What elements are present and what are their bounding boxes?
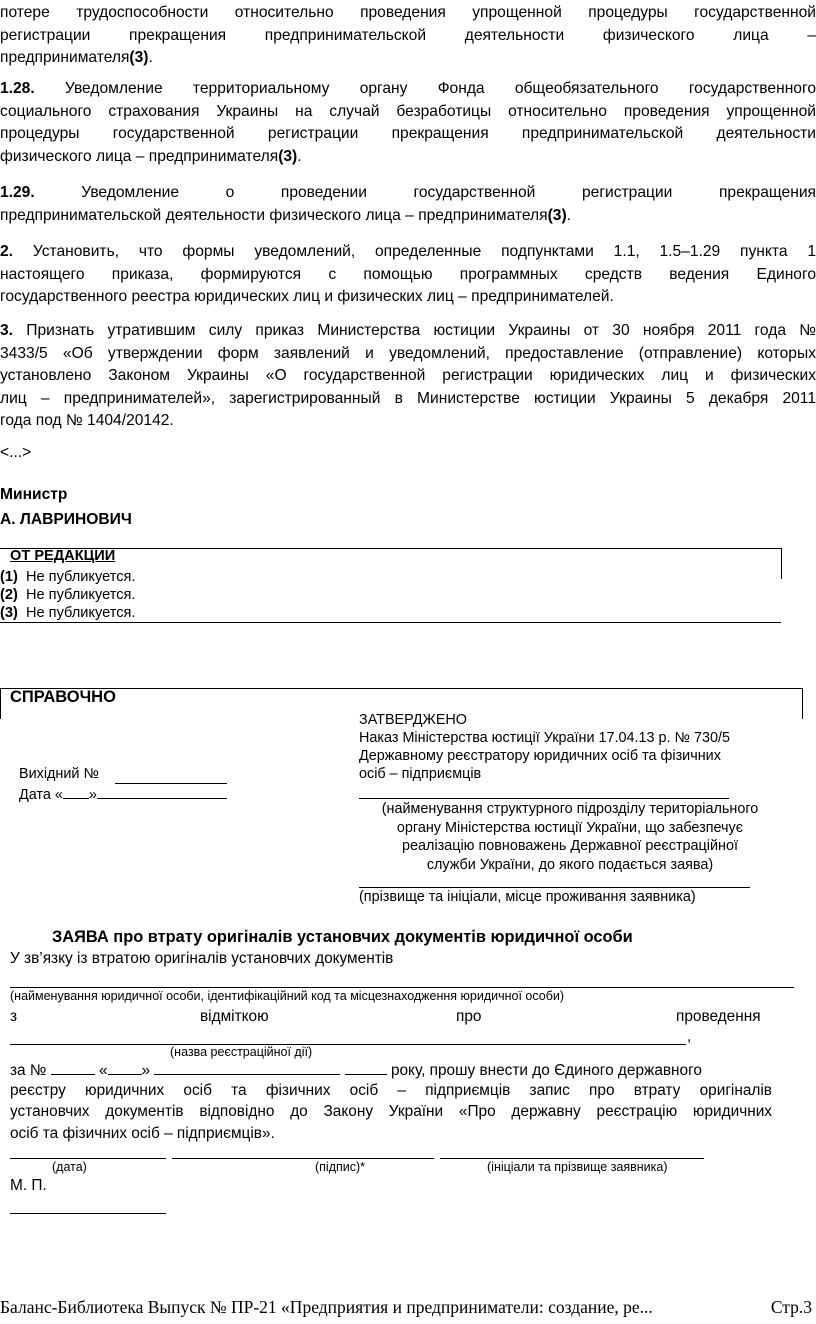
editorial-note xyxy=(0,605,135,621)
text-fragment: . xyxy=(148,49,153,67)
addressee: Державному реєстратору юридичних осіб та фізичних xyxy=(359,748,721,764)
divider xyxy=(0,622,781,623)
mark-word: про xyxy=(456,1008,482,1025)
day-field[interactable] xyxy=(63,785,89,799)
signature-field[interactable] xyxy=(172,1158,434,1159)
caption-line: реалізацію повноважень Державної реєстраційної xyxy=(402,838,738,855)
text-fragment: Уведомление территориальному органу Фонда общеобязательного государственного xyxy=(64,80,816,97)
year-field[interactable] xyxy=(345,1060,387,1075)
item-number: 2. xyxy=(0,243,14,260)
name-caption: (ініціали та прізвище заявника) xyxy=(487,1160,668,1174)
paragraph-1-28 xyxy=(0,78,816,168)
addressee: осіб – підприємців xyxy=(359,766,482,782)
note-number: (2) xyxy=(0,587,18,603)
number-field[interactable] xyxy=(51,1060,95,1075)
applicant-field[interactable] xyxy=(359,887,750,888)
caption-line: служби України, до якого подається заява) xyxy=(426,856,714,873)
text-fragment: » xyxy=(141,1062,151,1079)
text-fragment: року, прошу внести до Єдиного державного xyxy=(390,1062,702,1079)
mark-word: проведення xyxy=(676,1008,761,1025)
footnote-ref: (3) xyxy=(278,147,298,165)
name-field[interactable] xyxy=(440,1158,704,1159)
paragraph-3 xyxy=(0,320,816,433)
text-line xyxy=(0,146,816,169)
seal-field[interactable] xyxy=(10,1213,166,1214)
mark-word: відміткою xyxy=(200,1008,269,1025)
text-line xyxy=(0,181,816,205)
text-line: государственного реестра юридических лиц и физических лиц – предпринимателей. xyxy=(0,288,614,306)
signature-caption: (підпис)* xyxy=(315,1160,366,1174)
date-label xyxy=(19,785,227,803)
text-fragment: Установить, что формы уведомлений, определенные подпунктами 1.1, 1.5–1.29 пункта 1 xyxy=(32,243,816,260)
paragraph-continuation xyxy=(0,2,816,70)
text-line xyxy=(0,205,816,228)
text-line: реєстру юридичних осіб та фізичних осіб – підприємців запис про втрату оригіналів xyxy=(10,1082,772,1099)
text-line: процедуры государственной регистрации прекращения предпринимательской деятельности xyxy=(0,125,816,143)
signature-title: Министр xyxy=(0,486,68,503)
paragraph-2 xyxy=(0,241,816,309)
caption-line: органу Міністерства юстиції України, що забезпечує xyxy=(396,819,744,836)
entity-field[interactable] xyxy=(10,987,794,988)
text-line: 3433/5 «Об утверждении форм заявлений и уведомлений, предоставление (отправление) которых xyxy=(0,344,816,362)
text-line xyxy=(0,241,816,264)
item-number: 1.28. xyxy=(0,80,35,97)
page-number: Стр.3 xyxy=(770,1297,812,1317)
text-fragment: предпринимательской деятельности физического лица – предпринимателя xyxy=(0,207,548,224)
text-line: лиц – предпринимателей», зарегистрированный в Министерстве юстиции Украины 5 декабря 2011 xyxy=(0,389,816,407)
text-fragment: предпринимателя xyxy=(0,49,130,67)
editorial-note xyxy=(0,569,135,585)
text-fragment: . xyxy=(297,147,302,165)
item-number: 1.29. xyxy=(0,184,35,201)
text-line xyxy=(0,78,816,101)
text-line xyxy=(0,47,816,70)
application-title: ЗАЯВА про втрату оригіналів установчих документів юридичної особи xyxy=(52,928,633,946)
text-line xyxy=(0,320,816,343)
request-body xyxy=(10,1080,772,1144)
text-fragment: « xyxy=(98,1062,108,1079)
text-fragment: за № xyxy=(10,1062,47,1079)
month-year-field[interactable] xyxy=(97,785,227,799)
item-number: 3. xyxy=(0,322,14,339)
footer-text: Баланс-Библиотека Выпуск № ПР-21 «Предприятия и предприниматели: создание, ре... xyxy=(0,1297,653,1317)
ellipsis: <...> xyxy=(0,444,32,461)
editorial-note xyxy=(0,587,135,603)
unit-name-field[interactable] xyxy=(359,798,729,799)
registration-action-field[interactable] xyxy=(10,1044,686,1045)
outgoing-number-label: Вихідний № xyxy=(19,766,99,782)
note-number: (3) xyxy=(0,605,18,621)
text-line: регистрации прекращения предпринимательской деятельности физического лица – xyxy=(0,26,816,44)
signature-name: А. ЛАВРИНОВИЧ xyxy=(0,511,132,528)
date-field[interactable] xyxy=(10,1158,166,1159)
day-field[interactable] xyxy=(108,1060,142,1075)
mark-word: з xyxy=(10,1008,18,1025)
footnote-ref: (3) xyxy=(547,207,567,224)
text-line: потере трудоспособности относительно проведения упрощенной процедуры государственной xyxy=(0,4,816,21)
date-caption: (дата) xyxy=(52,1160,87,1174)
paragraph-1-29 xyxy=(0,181,816,228)
footnote-ref: (3) xyxy=(129,49,149,67)
month-field[interactable] xyxy=(154,1060,340,1075)
applicant-caption: (прізвище та ініціали, місце проживання заявника) xyxy=(359,889,696,905)
approved-label: ЗАТВЕРДЖЕНО xyxy=(359,712,468,728)
unit-caption xyxy=(359,800,781,874)
text-fragment: физического лица – предпринимателя xyxy=(0,147,279,165)
text-fragment: Дата « xyxy=(19,787,63,803)
note-text: Не публикуется. xyxy=(25,587,136,603)
text-line: установчих документів відповідно до Закону України «Про державну реєстрацію юридичних xyxy=(10,1103,772,1121)
text-line: осіб та фізичних осіб – підприємців». xyxy=(10,1124,275,1142)
seal-label: М. П. xyxy=(10,1177,47,1194)
entity-caption: (найменування юридичної особи, ідентифікаційний код та місцезнаходження юридичної особи) xyxy=(10,989,565,1003)
outgoing-number-field[interactable] xyxy=(115,783,227,784)
request-line xyxy=(10,1060,780,1080)
text-line: установлено Законом Украины «О государственной регистрации юридических лиц и физических xyxy=(0,367,816,385)
note-text: Не публикуется. xyxy=(25,605,136,621)
text-fragment: Уведомление о проведении государственной регистрации прекращения xyxy=(81,184,816,201)
text-fragment: . xyxy=(566,207,572,224)
order-reference: Наказ Міністерства юстиції України 17.04.13 р. № 730/5 xyxy=(359,730,730,746)
text-line: социального страхования Украины на случай безработицы относительно проведения упрощенной xyxy=(0,102,816,120)
comma: , xyxy=(687,1028,692,1045)
page-footer xyxy=(0,1297,816,1318)
application-intro: У зв’язку із втратою оригіналів установчих документів xyxy=(10,950,394,967)
text-line: года под № 1404/20142. xyxy=(0,412,174,430)
text-line: настоящего приказа, формируются с помощью программных средств ведения Единого xyxy=(0,265,816,283)
reference-heading: СПРАВОЧНО xyxy=(10,688,116,706)
note-number: (1) xyxy=(0,569,18,585)
caption-line: (найменування структурного підрозділу територіального xyxy=(381,801,759,817)
text-fragment: » xyxy=(88,787,97,803)
editorial-heading: ОТ РЕДАКЦИИ xyxy=(10,548,116,564)
note-text: Не публикуется. xyxy=(25,569,136,585)
text-fragment: Признать утратившим силу приказ Министерства юстиции Украины от 30 ноября 2011 года № xyxy=(26,322,816,339)
action-caption: (назва реєстраційної дії) xyxy=(170,1045,313,1059)
